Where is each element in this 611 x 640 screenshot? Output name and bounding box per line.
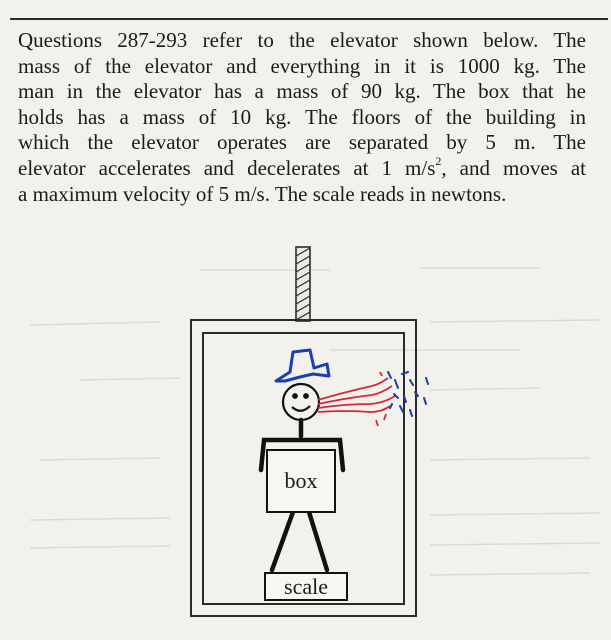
problem-line-4: holds has a mass of 10 kg. The floors of the building in [18,104,586,129]
scale-label: scale [284,574,328,599]
hat-drawing [276,350,329,381]
elevator-cable [296,247,310,321]
problem-line-2: mass of the elevator and everything in it is 1000 kg. The [18,53,586,78]
acceleration-exponent: 2 [435,153,442,168]
man-head [283,384,319,420]
confetti-marks [388,372,428,416]
problem-line-7: a maximum velocity of 5 m/s. The scale reads in newtons. [18,181,507,206]
problem-line-6a: elevator accelerates and decelerates at 1 m/s [18,155,436,180]
problem-line-1: Questions 287-293 refer to the elevator shown below. The [18,28,586,52]
problem-line-5: which the elevator operates are separated by 5 m. The [18,130,586,155]
problem-line-3: man in the elevator has a mass of 90 kg. The box that he [18,79,586,104]
box-label: box [284,468,318,493]
problem-line-6b: , and moves at [441,155,586,180]
speech-squiggles [318,372,395,426]
